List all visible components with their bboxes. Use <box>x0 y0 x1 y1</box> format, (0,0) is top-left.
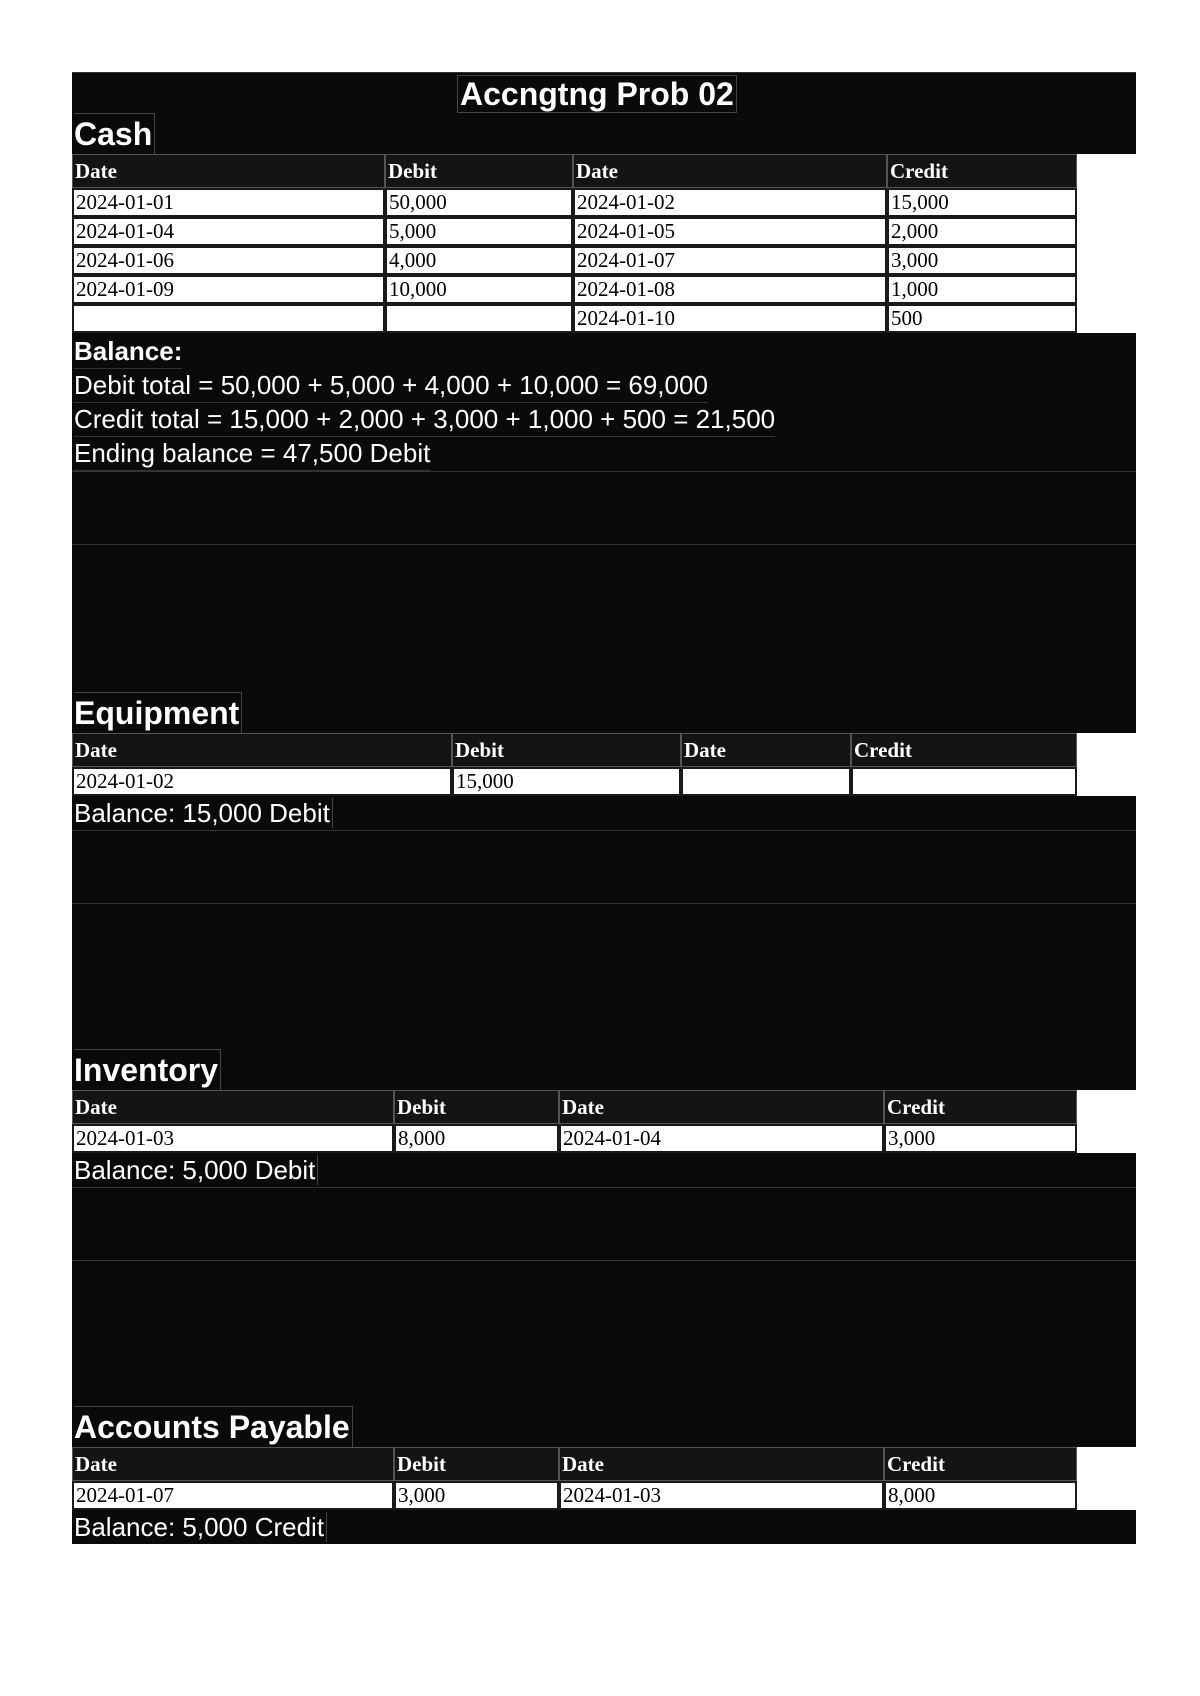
cash-col-credit: Credit <box>887 154 1077 188</box>
cell: 1,000 <box>887 275 1077 304</box>
cell: 2024-01-09 <box>72 275 385 304</box>
cell: 3,000 <box>394 1481 559 1510</box>
table-row <box>72 767 1077 796</box>
cash-heading: Cash <box>74 113 155 154</box>
cell: 15,000 <box>452 767 681 796</box>
title-band <box>72 72 1136 114</box>
inventory-col-credit: Credit <box>884 1090 1077 1124</box>
cash-balance-label: Balance: <box>74 335 182 369</box>
table-row <box>72 188 1077 217</box>
cell: 2024-01-04 <box>72 217 385 246</box>
cell <box>681 767 851 796</box>
cash-summary <box>72 333 1136 471</box>
cell: 3,000 <box>884 1124 1077 1153</box>
cell: 10,000 <box>385 275 573 304</box>
document-page <box>72 72 1136 1544</box>
inventory-col-debit: Debit <box>394 1090 559 1124</box>
cell: 2,000 <box>887 217 1077 246</box>
equipment-ledger-table <box>72 733 1077 796</box>
equipment-col-credit: Credit <box>851 733 1077 767</box>
cell: 2024-01-08 <box>573 275 887 304</box>
inventory-ledger-table <box>72 1090 1077 1153</box>
cash-ending-balance: Ending balance = 47,500 Debit <box>74 437 430 471</box>
equipment-header-row <box>72 733 1077 767</box>
table-row <box>72 246 1077 275</box>
cell: 5,000 <box>385 217 573 246</box>
cell: 8,000 <box>884 1481 1077 1510</box>
cash-col-debit: Debit <box>385 154 573 188</box>
ap-col-debit: Debit <box>394 1447 559 1481</box>
inventory-balance <box>72 1153 1136 1187</box>
blank-area <box>72 1187 1136 1260</box>
cash-heading-band <box>72 114 1136 154</box>
cell: 2024-01-01 <box>72 188 385 217</box>
cell: 50,000 <box>385 188 573 217</box>
blank-area <box>72 903 1136 1050</box>
equipment-balance <box>72 796 1136 830</box>
inventory-balance-text: Balance: 5,000 Debit <box>74 1155 318 1185</box>
cash-ledger-table <box>72 154 1077 333</box>
accounts-payable-ledger-table <box>72 1447 1077 1510</box>
blank-area <box>72 544 1136 693</box>
cell: 2024-01-07 <box>573 246 887 275</box>
cell: 2024-01-04 <box>559 1124 884 1153</box>
cell: 15,000 <box>887 188 1077 217</box>
accounts-payable-header-row <box>72 1447 1077 1481</box>
inventory-col-date-debit: Date <box>72 1090 394 1124</box>
accounts-payable-balance-text: Balance: 5,000 Credit <box>74 1512 327 1542</box>
accounts-payable-balance <box>72 1510 1136 1544</box>
cell: 2024-01-06 <box>72 246 385 275</box>
cell: 8,000 <box>394 1124 559 1153</box>
document-title: Accngtng Prob 02 <box>457 75 737 113</box>
cell: 500 <box>887 304 1077 333</box>
cell <box>72 304 385 333</box>
inventory-heading: Inventory <box>74 1049 221 1090</box>
cell: 2024-01-07 <box>72 1481 394 1510</box>
blank-area <box>72 471 1136 544</box>
cash-debit-total: Debit total = 50,000 + 5,000 + 4,000 + 10,000 = 69,000 <box>74 369 708 403</box>
equipment-heading: Equipment <box>74 692 242 733</box>
inventory-col-date-credit: Date <box>559 1090 884 1124</box>
table-row <box>72 1124 1077 1153</box>
equipment-col-date-debit: Date <box>72 733 452 767</box>
cell: 2024-01-03 <box>72 1124 394 1153</box>
cell <box>851 767 1077 796</box>
cell: 2024-01-02 <box>573 188 887 217</box>
cash-col-date-debit: Date <box>72 154 385 188</box>
equipment-col-date-credit: Date <box>681 733 851 767</box>
equipment-balance-text: Balance: 15,000 Debit <box>74 798 333 828</box>
accounts-payable-heading: Accounts Payable <box>74 1406 353 1447</box>
cash-header-row <box>72 154 1077 188</box>
cash-credit-total: Credit total = 15,000 + 2,000 + 3,000 + 1,000 + 500 = 21,500 <box>74 403 775 437</box>
blank-area <box>72 830 1136 903</box>
table-row <box>72 217 1077 246</box>
ap-col-date-credit: Date <box>559 1447 884 1481</box>
table-row <box>72 1481 1077 1510</box>
table-row <box>72 275 1077 304</box>
cell: 3,000 <box>887 246 1077 275</box>
cell: 2024-01-05 <box>573 217 887 246</box>
blank-area <box>72 1260 1136 1407</box>
cell: 2024-01-03 <box>559 1481 884 1510</box>
ap-col-date-debit: Date <box>72 1447 394 1481</box>
cash-col-date-credit: Date <box>573 154 887 188</box>
cell: 2024-01-10 <box>573 304 887 333</box>
accounts-payable-heading-band <box>72 1407 1136 1447</box>
equipment-col-debit: Debit <box>452 733 681 767</box>
table-row <box>72 304 1077 333</box>
inventory-heading-band <box>72 1050 1136 1090</box>
cell <box>385 304 573 333</box>
cell: 4,000 <box>385 246 573 275</box>
ap-col-credit: Credit <box>884 1447 1077 1481</box>
inventory-header-row <box>72 1090 1077 1124</box>
equipment-heading-band <box>72 693 1136 733</box>
cell: 2024-01-02 <box>72 767 452 796</box>
